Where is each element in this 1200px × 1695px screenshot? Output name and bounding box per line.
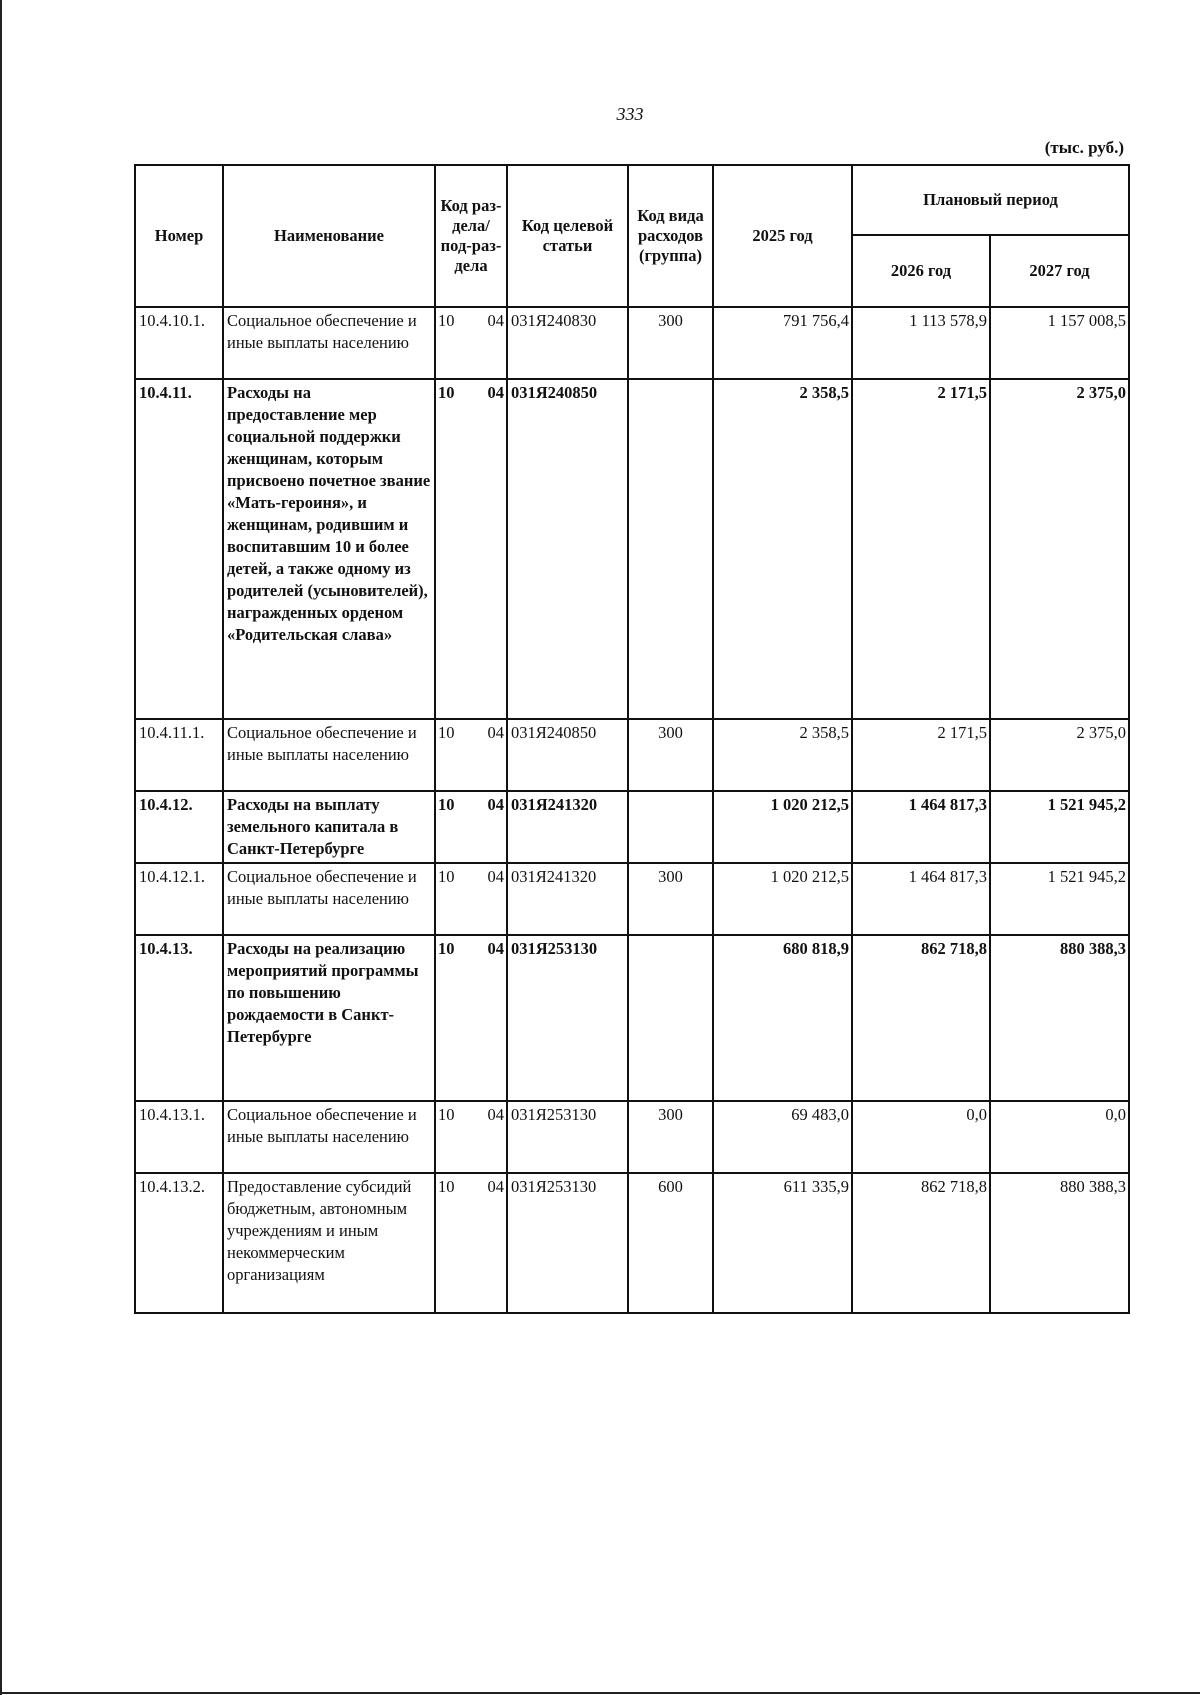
row-2027: 0,0 bbox=[990, 1101, 1129, 1173]
row-section bbox=[435, 719, 507, 791]
budget-table bbox=[134, 164, 1130, 1314]
units-label: (тыс. руб.) bbox=[1044, 138, 1124, 157]
header-2026: 2026 год bbox=[852, 235, 990, 307]
row-section-code: 10 bbox=[438, 723, 455, 742]
row-2027: 2 375,0 bbox=[990, 379, 1129, 719]
row-2025: 69 483,0 bbox=[713, 1101, 852, 1173]
row-2026: 1 464 817,3 bbox=[852, 791, 990, 863]
row-2027: 1 157 008,5 bbox=[990, 307, 1129, 379]
row-2025: 2 358,5 bbox=[713, 379, 852, 719]
row-number: 10.4.12.1. bbox=[135, 863, 223, 935]
table-row bbox=[135, 719, 1129, 791]
header-number: Номер bbox=[135, 165, 223, 307]
row-section bbox=[435, 379, 507, 719]
row-2025: 2 358,5 bbox=[713, 719, 852, 791]
row-subsection-code: 04 bbox=[487, 867, 504, 886]
row-target-code: 031Я253130 bbox=[507, 1101, 628, 1173]
row-section bbox=[435, 863, 507, 935]
row-section-code: 10 bbox=[438, 1177, 455, 1196]
row-2027: 1 521 945,2 bbox=[990, 863, 1129, 935]
row-name: Социальное обеспечение и иные выплаты населению bbox=[223, 1101, 435, 1173]
row-subsection-code: 04 bbox=[487, 1177, 504, 1196]
row-section bbox=[435, 791, 507, 863]
row-2026: 862 718,8 bbox=[852, 935, 990, 1101]
row-expense-type: 300 bbox=[628, 863, 713, 935]
row-subsection-code: 04 bbox=[487, 723, 504, 742]
row-2026: 862 718,8 bbox=[852, 1173, 990, 1313]
row-section bbox=[435, 307, 507, 379]
table-row bbox=[135, 307, 1129, 379]
row-target-code: 031Я241320 bbox=[507, 863, 628, 935]
row-expense-type bbox=[628, 935, 713, 1101]
table-row bbox=[135, 1101, 1129, 1173]
row-expense-type bbox=[628, 791, 713, 863]
row-expense-type: 600 bbox=[628, 1173, 713, 1313]
scan-edge-bottom bbox=[0, 1692, 1200, 1694]
row-name: Предоставление субсидий бюджетным, автономным учреждениям и иным некоммерческим организациям bbox=[223, 1173, 435, 1313]
row-expense-type: 300 bbox=[628, 719, 713, 791]
row-2026: 1 113 578,9 bbox=[852, 307, 990, 379]
row-2025: 1 020 212,5 bbox=[713, 863, 852, 935]
header-expense-type: Код вида расходов (группа) bbox=[628, 165, 713, 307]
row-number: 10.4.13.1. bbox=[135, 1101, 223, 1173]
page-number: 333 bbox=[616, 104, 644, 124]
table-row bbox=[135, 935, 1129, 1101]
row-name: Социальное обеспечение и иные выплаты населению bbox=[223, 307, 435, 379]
row-2027: 880 388,3 bbox=[990, 1173, 1129, 1313]
row-subsection-code: 04 bbox=[487, 1105, 504, 1124]
row-2025: 680 818,9 bbox=[713, 935, 852, 1101]
row-name: Расходы на выплату земельного капитала в Санкт-Петербурге bbox=[223, 791, 435, 863]
row-number: 10.4.10.1. bbox=[135, 307, 223, 379]
row-section-code: 10 bbox=[438, 795, 455, 814]
row-target-code: 031Я240830 bbox=[507, 307, 628, 379]
row-2027: 1 521 945,2 bbox=[990, 791, 1129, 863]
row-subsection-code: 04 bbox=[487, 383, 504, 402]
table-row bbox=[135, 791, 1129, 863]
row-number: 10.4.13. bbox=[135, 935, 223, 1101]
row-section-code: 10 bbox=[438, 311, 455, 330]
table-row bbox=[135, 1173, 1129, 1313]
row-2025: 611 335,9 bbox=[713, 1173, 852, 1313]
row-subsection-code: 04 bbox=[487, 795, 504, 814]
row-2026: 2 171,5 bbox=[852, 379, 990, 719]
row-section-code: 10 bbox=[438, 867, 455, 886]
row-2026: 2 171,5 bbox=[852, 719, 990, 791]
table-body bbox=[135, 307, 1129, 1313]
row-expense-type: 300 bbox=[628, 1101, 713, 1173]
row-2025: 791 756,4 bbox=[713, 307, 852, 379]
header-planned-period: Плановый период bbox=[852, 165, 1129, 235]
row-2027: 2 375,0 bbox=[990, 719, 1129, 791]
row-name: Расходы на предоставление мер социальной поддержки женщинам, которым присвоено почетное звание «Мать-героиня», и женщинам, родившим и воспитавшим 10 и более детей, а также одному из родителей (усыновителей), награжденных орденом «Родительская слава» bbox=[223, 379, 435, 719]
row-target-code: 031Я241320 bbox=[507, 791, 628, 863]
row-subsection-code: 04 bbox=[487, 311, 504, 330]
header-target: Код целевой статьи bbox=[507, 165, 628, 307]
header-name: Наименование bbox=[223, 165, 435, 307]
row-name: Расходы на реализацию мероприятий программы по повышению рождаемости в Санкт-Петербурге bbox=[223, 935, 435, 1101]
row-target-code: 031Я253130 bbox=[507, 935, 628, 1101]
row-target-code: 031Я240850 bbox=[507, 719, 628, 791]
row-section-code: 10 bbox=[438, 939, 455, 958]
header-2025: 2025 год bbox=[713, 165, 852, 307]
row-target-code: 031Я240850 bbox=[507, 379, 628, 719]
table-row bbox=[135, 379, 1129, 719]
header-section: Код раз-дела/ под-раз-дела bbox=[435, 165, 507, 307]
row-2027: 880 388,3 bbox=[990, 935, 1129, 1101]
header-2027: 2027 год bbox=[990, 235, 1129, 307]
row-name: Социальное обеспечение и иные выплаты населению bbox=[223, 863, 435, 935]
row-number: 10.4.11. bbox=[135, 379, 223, 719]
row-2026: 1 464 817,3 bbox=[852, 863, 990, 935]
row-expense-type bbox=[628, 379, 713, 719]
row-section bbox=[435, 1101, 507, 1173]
row-section bbox=[435, 935, 507, 1101]
row-2025: 1 020 212,5 bbox=[713, 791, 852, 863]
row-section bbox=[435, 1173, 507, 1313]
table-row bbox=[135, 863, 1129, 935]
row-number: 10.4.13.2. bbox=[135, 1173, 223, 1313]
row-section-code: 10 bbox=[438, 1105, 455, 1124]
row-number: 10.4.11.1. bbox=[135, 719, 223, 791]
row-target-code: 031Я253130 bbox=[507, 1173, 628, 1313]
row-number: 10.4.12. bbox=[135, 791, 223, 863]
scan-edge-left bbox=[0, 0, 2, 1695]
row-expense-type: 300 bbox=[628, 307, 713, 379]
row-2026: 0,0 bbox=[852, 1101, 990, 1173]
row-name: Социальное обеспечение и иные выплаты населению bbox=[223, 719, 435, 791]
row-subsection-code: 04 bbox=[487, 939, 504, 958]
row-section-code: 10 bbox=[438, 383, 455, 402]
